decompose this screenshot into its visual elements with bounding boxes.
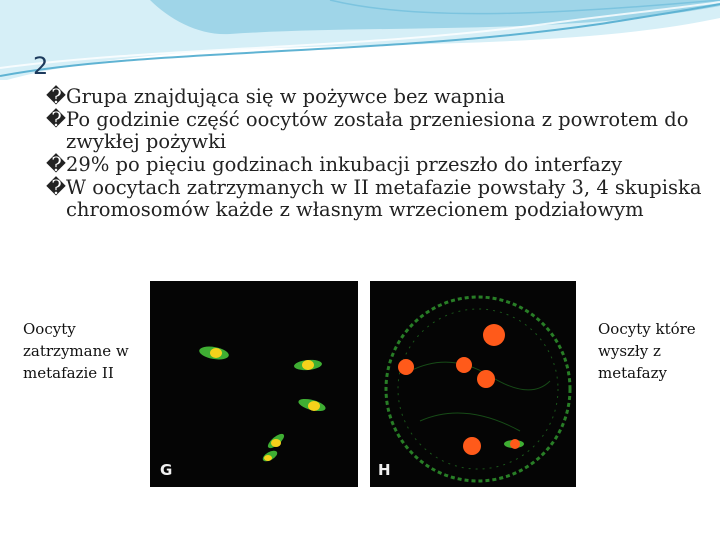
bullet-glyph-icon: �	[46, 176, 66, 199]
chromosome-cluster-1	[483, 324, 505, 346]
oocyte-spindle-1	[198, 344, 230, 361]
slide-number: 2	[33, 52, 49, 80]
panel-g-label: G	[160, 461, 173, 479]
left-caption: Oocyty zatrzymane w metafazie II	[23, 320, 129, 382]
right-caption: Oocyty które wyszły z metafazy	[598, 320, 696, 382]
bullet-item	[46, 154, 706, 176]
bullet-glyph-icon: �	[46, 85, 66, 108]
oocyte-spindle-5	[261, 449, 279, 464]
micrograph-panel-h	[370, 281, 576, 487]
chromosome-cluster-6	[510, 439, 520, 449]
bullet-item	[46, 109, 706, 153]
bullet-glyph-icon: �	[46, 153, 66, 176]
oocyte-spindle-2	[294, 359, 323, 371]
bullet-glyph-icon: �	[46, 108, 66, 131]
chromosome-cluster-4	[477, 370, 495, 388]
bullet-list	[46, 86, 706, 222]
bullet-text: Grupa znajdująca się w pożywce bez wapnia	[66, 85, 506, 108]
bullet-text: W oocytach zatrzymanych w II metafazie powstały 3, 4 skupiska chromosomów każde z własnym wrzecionem podziałowym	[66, 176, 702, 221]
chromosome-cluster-5	[463, 437, 481, 455]
bullet-item	[46, 177, 706, 221]
oocyte-spindle-4	[266, 432, 286, 451]
chromosome-cluster-3	[456, 357, 472, 373]
chromosome-cluster-2	[398, 359, 414, 375]
micrograph-panel-g	[150, 281, 358, 487]
header-swoosh-decoration	[0, 0, 720, 80]
oocyte-spindle-3	[297, 397, 327, 414]
panel-h-label: H	[378, 461, 391, 479]
bullet-text: 29% po pięciu godzinach inkubacji przeszło do interfazy	[66, 153, 623, 176]
bullet-text: Po godzinie część oocytów została przeniesiona z powrotem do zwykłej pożywki	[66, 108, 689, 153]
bullet-item	[46, 86, 706, 108]
